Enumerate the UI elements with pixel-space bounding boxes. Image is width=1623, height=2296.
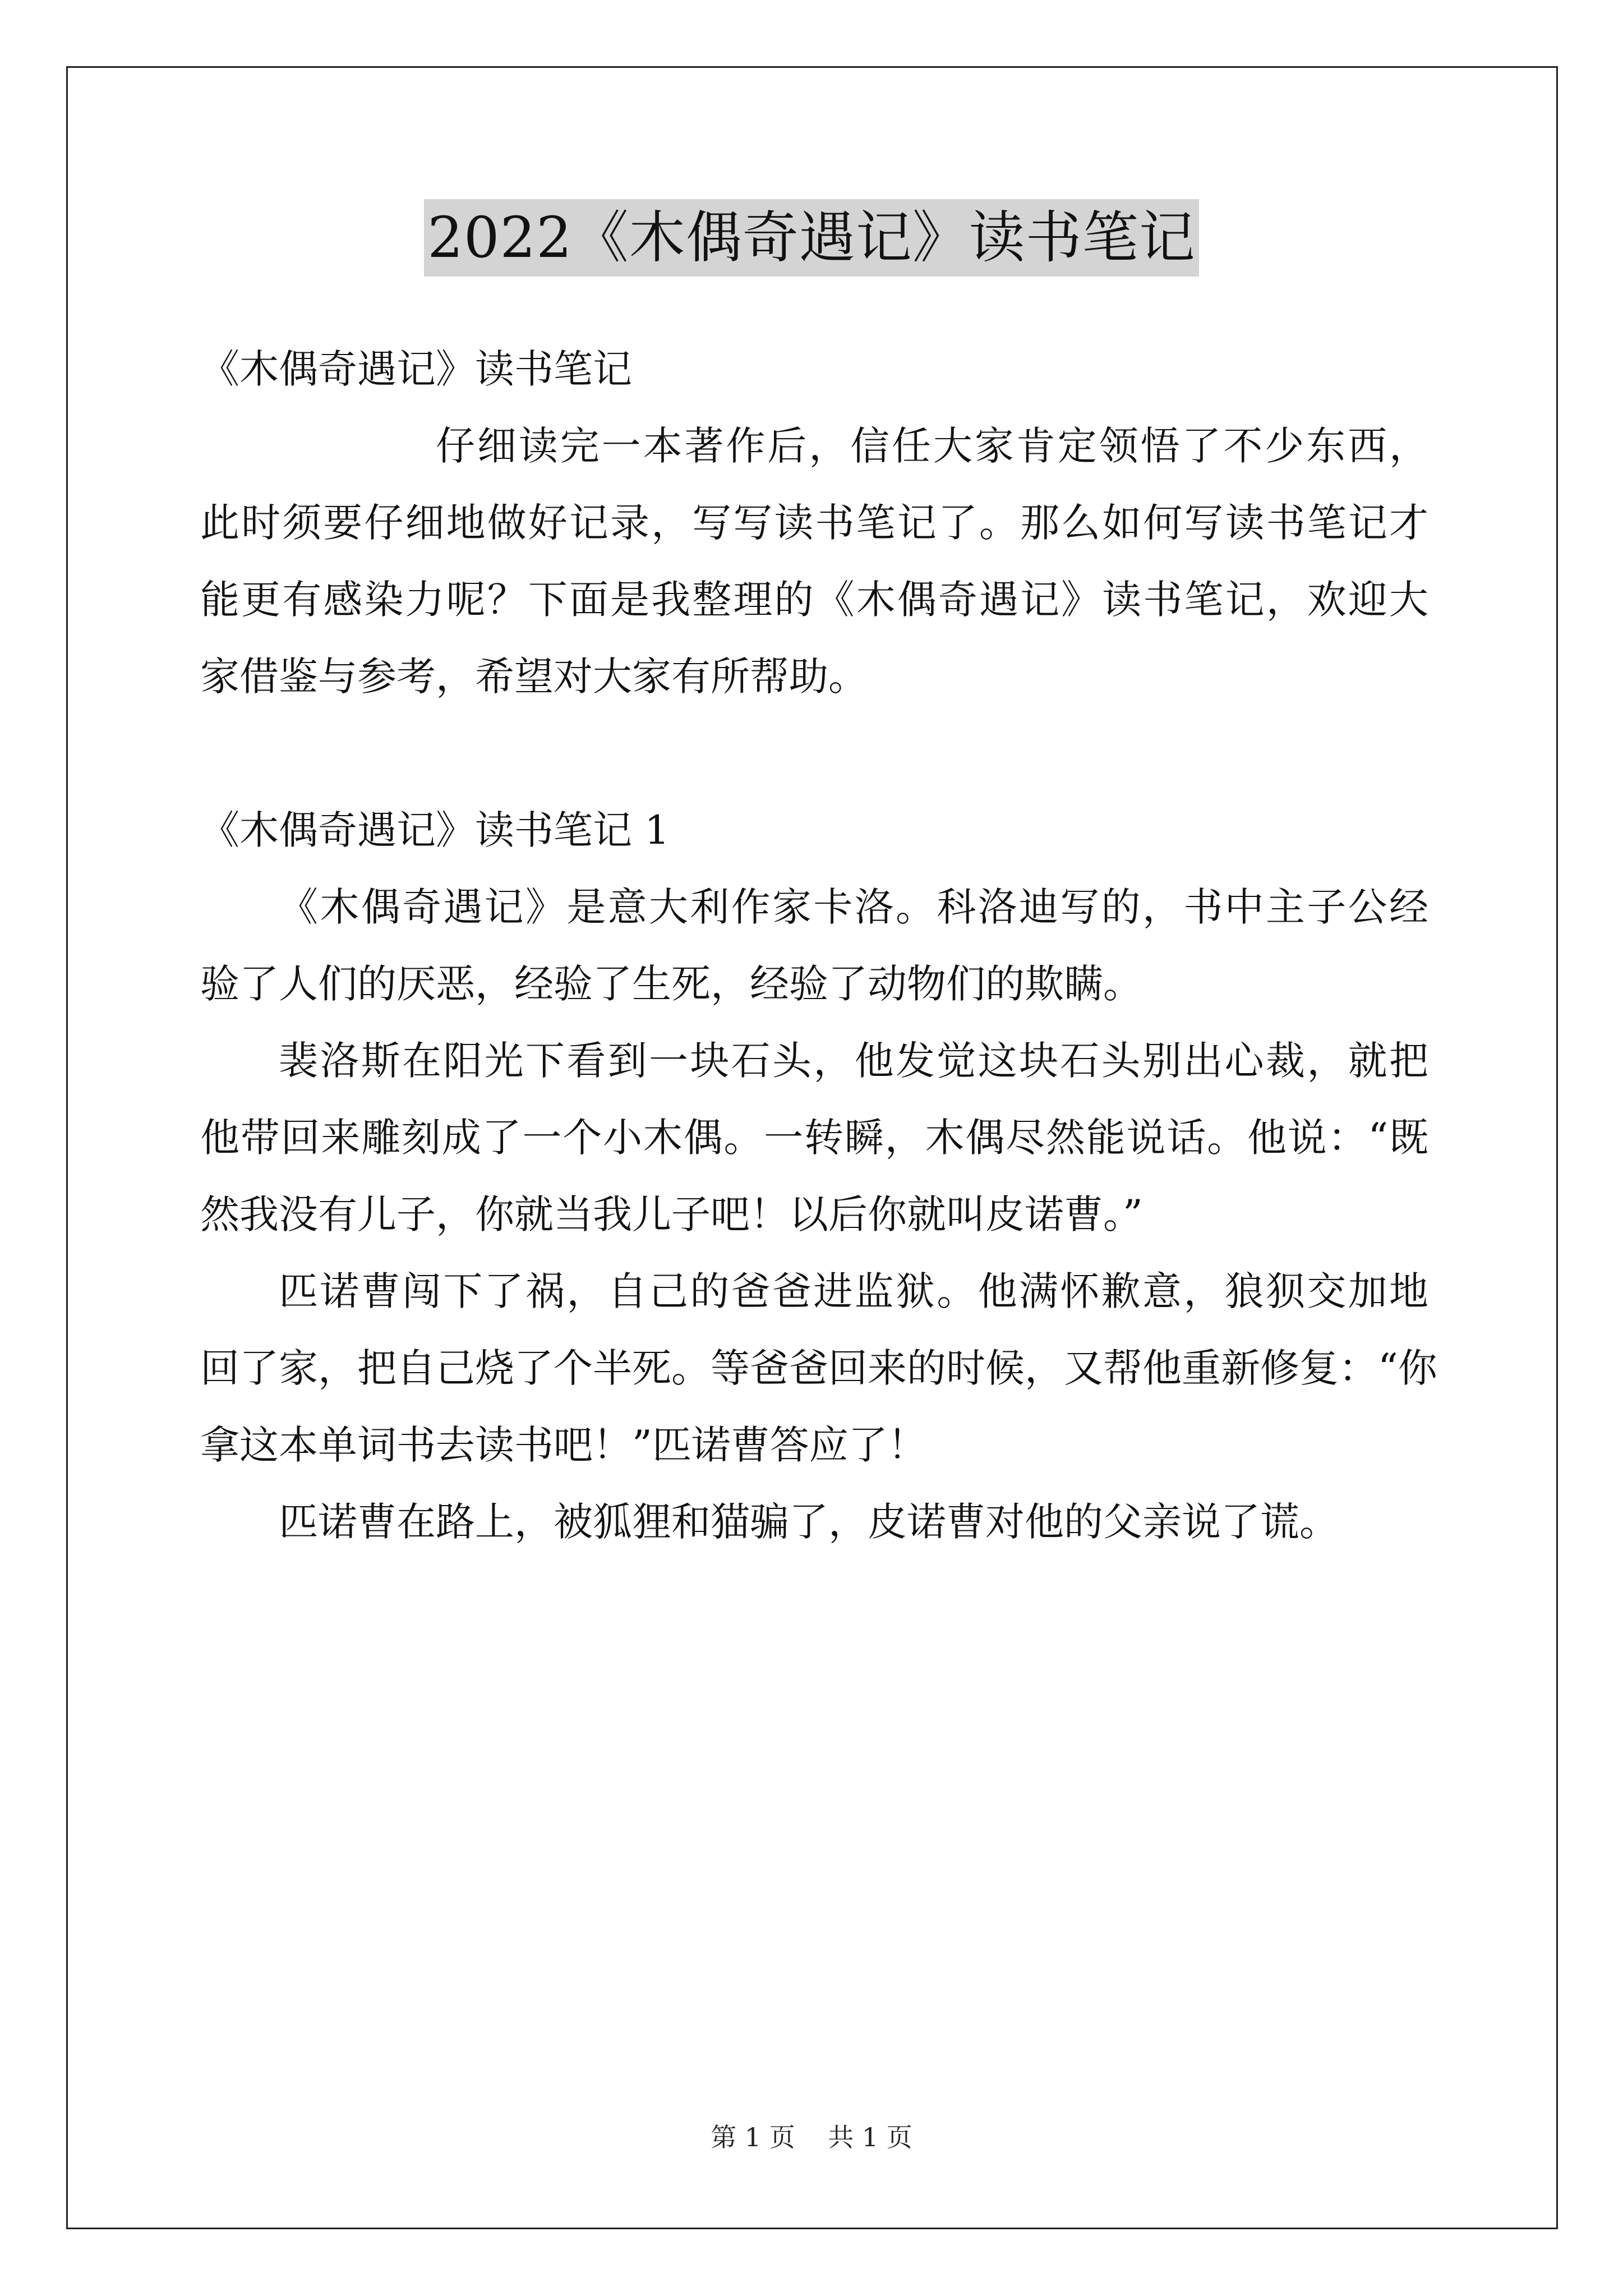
- subtitle: 《木偶奇遇记》读书笔记: [200, 346, 632, 392]
- page-footer: 第 1 页 共 1 页: [711, 2122, 912, 2152]
- intro-line: 能更有感染力呢？下面是我整理的《木偶奇遇记》读书笔记，欢迎大: [200, 577, 1428, 623]
- intro-line: 此时须要仔细地做好记录，写写读书笔记了。那么如何写读书笔记才: [200, 500, 1428, 546]
- document-title: 2022《木偶奇遇记》读书笔记: [424, 199, 1199, 277]
- paragraph-line: 匹诺曹在路上，被狐狸和猫骗了，皮诺曹对他的父亲说了谎。: [279, 1499, 1339, 1545]
- title-container: [0, 199, 1623, 277]
- intro-line: 家借鉴与参考，希望对大家有所帮助。: [200, 654, 868, 700]
- paragraph-line: 回了家，把自己烧了个半死。等爸爸回来的时候，又帮他重新修复：“你: [200, 1345, 1437, 1391]
- paragraph-line: 他带回来雕刻成了一个小木偶。一转瞬，木偶尽然能说话。他说：“既: [200, 1115, 1428, 1161]
- spacer: [200, 715, 1428, 792]
- paragraph-line: 匹诺曹闯下了祸，自己的爸爸进监狱。他满怀歉意，狼狈交加地: [279, 1268, 1428, 1314]
- paragraph-line: 验了人们的厌恶，经验了生死，经验了动物们的欺瞒。: [200, 961, 1142, 1007]
- intro-line: 仔细读完一本著作后，信任大家肯定领悟了不少东西，: [436, 423, 1428, 469]
- paragraph-line: 然我没有儿子，你就当我儿子吧！以后你就叫皮诺曹。”: [200, 1191, 1143, 1237]
- paragraph-line: 裴洛斯在阳光下看到一块石头，他发觉这块石头别出心裁，就把: [279, 1038, 1428, 1084]
- paragraph-line: 《木偶奇遇记》是意大利作家卡洛。科洛迪写的，书中主子公经: [279, 884, 1428, 930]
- document-body: [200, 331, 1437, 1561]
- section-heading: 《木偶奇遇记》读书笔记 1: [200, 807, 670, 853]
- paragraph-line: 拿这本单词书去读书吧！”匹诺曹答应了！: [200, 1422, 927, 1468]
